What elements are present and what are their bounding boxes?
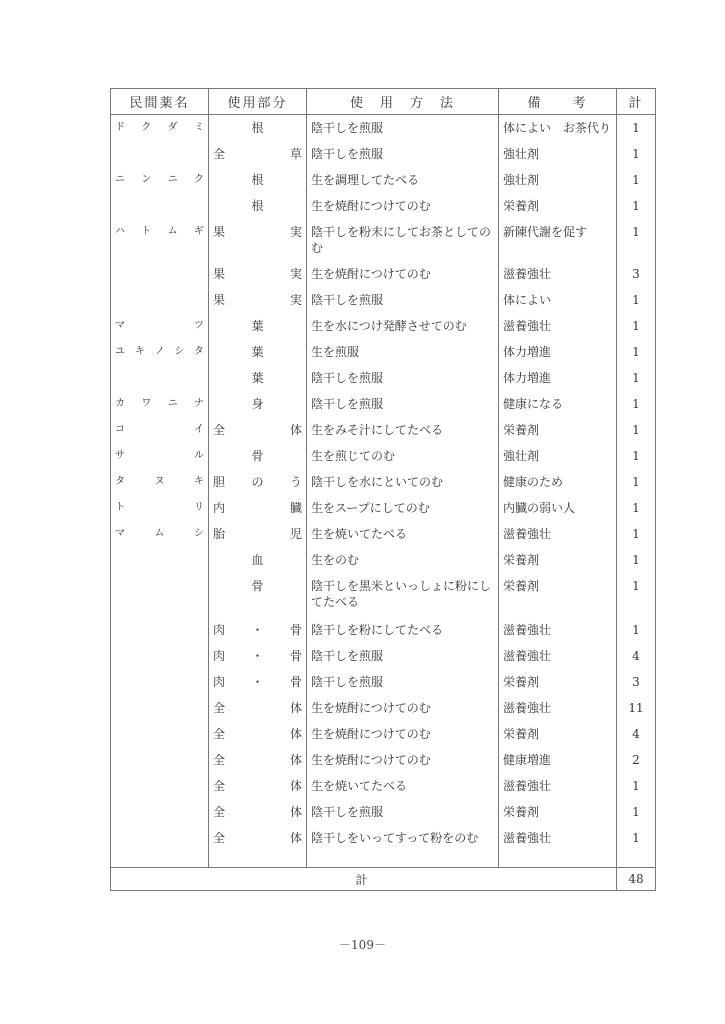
remark-cell: 栄養剤 — [499, 721, 617, 747]
folk-medicine-table — [110, 88, 656, 891]
usage-method-cell: 生を焼酎につけてのむ — [307, 193, 499, 219]
medicine-name-cell — [111, 573, 209, 617]
used-part-cell: 果実 — [209, 261, 307, 287]
count-cell: 1 — [617, 521, 656, 547]
medicine-name-cell — [111, 193, 209, 219]
usage-method-cell: 生を焼酎につけてのむ — [307, 747, 499, 773]
table-row — [111, 115, 656, 142]
table-row — [111, 617, 656, 643]
count-cell: 3 — [617, 261, 656, 287]
medicine-name-cell: ニンニク — [111, 167, 209, 193]
medicine-name-cell: カワニナ — [111, 391, 209, 417]
remark-cell: 体力増進 — [499, 339, 617, 365]
header-count: 計 — [617, 89, 656, 115]
medicine-name-cell: コイ — [111, 417, 209, 443]
header-part: 使用部分 — [209, 89, 307, 115]
remark-cell: 栄養剤 — [499, 193, 617, 219]
table-row — [111, 643, 656, 669]
used-part-cell: 身 — [209, 391, 307, 417]
used-part-cell: 葉 — [209, 313, 307, 339]
spacer-cell — [209, 851, 307, 868]
count-cell: 1 — [617, 141, 656, 167]
remark-cell: 内臓の弱い人 — [499, 495, 617, 521]
medicine-name-cell: ユキノシタ — [111, 339, 209, 365]
used-part-cell: 骨 — [209, 573, 307, 617]
usage-method-cell: 陰干しを黒米といっしょに粉にしてたべる — [307, 573, 499, 617]
medicine-name-cell — [111, 695, 209, 721]
table-row — [111, 521, 656, 547]
table-row — [111, 799, 656, 825]
usage-method-cell: 生を調理してたべる — [307, 167, 499, 193]
count-cell: 2 — [617, 747, 656, 773]
header-name: 民間薬名 — [111, 89, 209, 115]
medicine-name-cell: ドクダミ — [111, 115, 209, 142]
remark-cell: 新陳代謝を促す — [499, 219, 617, 261]
medicine-name-cell: マツ — [111, 313, 209, 339]
usage-method-cell: 生を煎じてのむ — [307, 443, 499, 469]
usage-method-cell: 生をスープにしてのむ — [307, 495, 499, 521]
medicine-name-cell — [111, 721, 209, 747]
table-row — [111, 365, 656, 391]
count-cell: 1 — [617, 773, 656, 799]
medicine-name-cell: トリ — [111, 495, 209, 521]
used-part-cell: 肉・骨 — [209, 669, 307, 695]
used-part-cell: 胆のう — [209, 469, 307, 495]
count-cell: 1 — [617, 799, 656, 825]
medicine-name-cell — [111, 365, 209, 391]
used-part-cell: 血 — [209, 547, 307, 573]
table-row — [111, 167, 656, 193]
remark-cell: 滋養強壮 — [499, 695, 617, 721]
remark-cell: 体力増進 — [499, 365, 617, 391]
remark-cell: 健康のため — [499, 469, 617, 495]
remark-cell: 滋養強壮 — [499, 521, 617, 547]
used-part-cell: 全体 — [209, 799, 307, 825]
spacer-cell — [499, 851, 617, 868]
usage-method-cell: 陰干しを粉末にしてお茶としてのむ — [307, 219, 499, 261]
total-row — [111, 868, 656, 891]
table-row — [111, 547, 656, 573]
header-remark: 備 考 — [499, 89, 617, 115]
table-header-row — [111, 89, 656, 115]
table-row-spacer — [111, 851, 656, 868]
medicine-name-cell: マムシ — [111, 521, 209, 547]
table-row — [111, 339, 656, 365]
table-row — [111, 747, 656, 773]
count-cell: 1 — [617, 313, 656, 339]
usage-method-cell: 陰干しを煎服 — [307, 365, 499, 391]
used-part-cell: 葉 — [209, 339, 307, 365]
usage-method-cell: 生を水につけ発酵させてのむ — [307, 313, 499, 339]
used-part-cell: 全体 — [209, 773, 307, 799]
count-cell: 1 — [617, 417, 656, 443]
usage-method-cell: 陰干しを煎服 — [307, 115, 499, 142]
medicine-name-cell — [111, 643, 209, 669]
count-cell: 4 — [617, 643, 656, 669]
count-cell: 1 — [617, 193, 656, 219]
page-number: －109－ — [339, 938, 386, 952]
usage-method-cell: 陰干しを煎服 — [307, 141, 499, 167]
usage-method-cell: 生をのむ — [307, 547, 499, 573]
count-cell: 1 — [617, 365, 656, 391]
count-cell: 1 — [617, 339, 656, 365]
count-cell: 11 — [617, 695, 656, 721]
table-row — [111, 391, 656, 417]
medicine-name-cell — [111, 773, 209, 799]
table-row — [111, 141, 656, 167]
count-cell: 1 — [617, 115, 656, 142]
remark-cell: 滋養強壮 — [499, 643, 617, 669]
medicine-name-cell — [111, 547, 209, 573]
used-part-cell: 葉 — [209, 365, 307, 391]
remark-cell: 滋養強壮 — [499, 617, 617, 643]
table-row — [111, 443, 656, 469]
used-part-cell: 根 — [209, 167, 307, 193]
usage-method-cell: 陰干しをいってすって粉をのむ — [307, 825, 499, 851]
remark-cell: 栄養剤 — [499, 417, 617, 443]
table-row — [111, 219, 656, 261]
usage-method-cell: 陰干しを煎服 — [307, 287, 499, 313]
count-cell: 1 — [617, 469, 656, 495]
used-part-cell: 骨 — [209, 443, 307, 469]
usage-method-cell: 陰干しを煎服 — [307, 643, 499, 669]
usage-method-cell: 生を焼いてたべる — [307, 773, 499, 799]
count-cell: 1 — [617, 167, 656, 193]
used-part-cell: 果実 — [209, 219, 307, 261]
remark-cell: 滋養強壮 — [499, 313, 617, 339]
table-row — [111, 669, 656, 695]
remark-cell: 滋養強壮 — [499, 773, 617, 799]
medicine-name-cell — [111, 141, 209, 167]
medicine-name-cell: サル — [111, 443, 209, 469]
count-cell: 3 — [617, 669, 656, 695]
usage-method-cell: 生を焼酎につけてのむ — [307, 695, 499, 721]
count-cell: 1 — [617, 495, 656, 521]
usage-method-cell: 生を焼酎につけてのむ — [307, 261, 499, 287]
header-method: 使 用 方 法 — [307, 89, 499, 115]
used-part-cell: 全体 — [209, 747, 307, 773]
usage-method-cell: 生を煎服 — [307, 339, 499, 365]
table-row — [111, 261, 656, 287]
usage-method-cell: 陰干しを煎服 — [307, 391, 499, 417]
medicine-name-cell — [111, 287, 209, 313]
usage-method-cell: 陰干しを煎服 — [307, 799, 499, 825]
usage-method-cell: 陰干しを煎服 — [307, 669, 499, 695]
medicine-name-cell — [111, 669, 209, 695]
table-body — [111, 115, 656, 868]
table-row — [111, 469, 656, 495]
table-row — [111, 695, 656, 721]
table-row — [111, 287, 656, 313]
used-part-cell: 全体 — [209, 695, 307, 721]
used-part-cell: 肉・骨 — [209, 617, 307, 643]
used-part-cell: 胎児 — [209, 521, 307, 547]
spacer-cell — [111, 851, 209, 868]
count-cell: 1 — [617, 287, 656, 313]
table-row — [111, 773, 656, 799]
remark-cell: 強壮剤 — [499, 167, 617, 193]
usage-method-cell: 生をみそ汁にしてたべる — [307, 417, 499, 443]
usage-method-cell: 生を焼いてたべる — [307, 521, 499, 547]
table-row — [111, 573, 656, 617]
table-row — [111, 313, 656, 339]
usage-method-cell: 生を焼酎につけてのむ — [307, 721, 499, 747]
remark-cell: 健康増進 — [499, 747, 617, 773]
remark-cell: 滋養強壮 — [499, 261, 617, 287]
remark-cell: 体によい — [499, 287, 617, 313]
medicine-name-cell — [111, 825, 209, 851]
usage-method-cell: 陰干しを粉にしてたべる — [307, 617, 499, 643]
medicine-name-cell — [111, 617, 209, 643]
total-value: 48 — [617, 868, 656, 891]
count-cell: 1 — [617, 573, 656, 617]
used-part-cell: 内臓 — [209, 495, 307, 521]
count-cell: 1 — [617, 219, 656, 261]
count-cell: 1 — [617, 443, 656, 469]
used-part-cell: 全草 — [209, 141, 307, 167]
medicine-name-cell — [111, 261, 209, 287]
used-part-cell: 根 — [209, 115, 307, 142]
count-cell: 1 — [617, 825, 656, 851]
used-part-cell: 肉・骨 — [209, 643, 307, 669]
usage-method-cell: 陰干しを水にといてのむ — [307, 469, 499, 495]
table-row — [111, 825, 656, 851]
count-cell: 1 — [617, 391, 656, 417]
used-part-cell: 全体 — [209, 721, 307, 747]
remark-cell: 体によい お茶代り — [499, 115, 617, 142]
remark-cell: 栄養剤 — [499, 669, 617, 695]
used-part-cell: 全体 — [209, 825, 307, 851]
table-row — [111, 417, 656, 443]
remark-cell: 栄養剤 — [499, 547, 617, 573]
count-cell: 1 — [617, 617, 656, 643]
remark-cell: 健康になる — [499, 391, 617, 417]
table-row — [111, 193, 656, 219]
medicine-name-cell: ハトムギ — [111, 219, 209, 261]
table-row — [111, 495, 656, 521]
total-label: 計 — [111, 868, 617, 891]
remark-cell: 強壮剤 — [499, 443, 617, 469]
remark-cell: 栄養剤 — [499, 573, 617, 617]
table-row — [111, 721, 656, 747]
used-part-cell: 全体 — [209, 417, 307, 443]
remark-cell: 滋養強壮 — [499, 825, 617, 851]
spacer-cell — [307, 851, 499, 868]
used-part-cell: 果実 — [209, 287, 307, 313]
remark-cell: 強壮剤 — [499, 141, 617, 167]
medicine-name-cell: タヌキ — [111, 469, 209, 495]
used-part-cell: 根 — [209, 193, 307, 219]
remark-cell: 栄養剤 — [499, 799, 617, 825]
medicine-name-cell — [111, 747, 209, 773]
count-cell: 4 — [617, 721, 656, 747]
spacer-cell — [617, 851, 656, 868]
medicine-name-cell — [111, 799, 209, 825]
count-cell: 1 — [617, 547, 656, 573]
